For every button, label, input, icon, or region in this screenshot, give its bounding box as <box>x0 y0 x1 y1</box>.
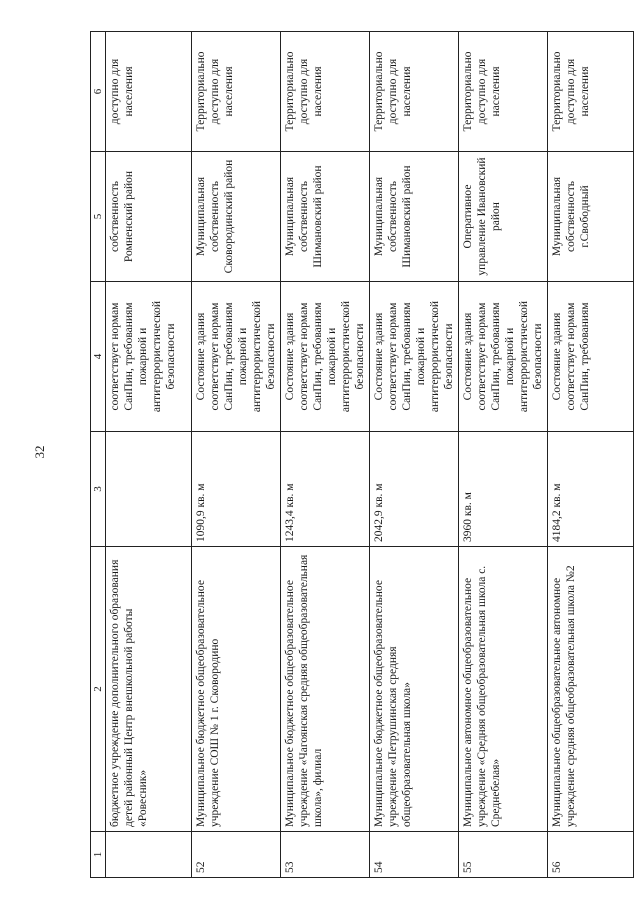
column-number: 4 <box>91 282 106 432</box>
accessibility: Территориально доступно для населения <box>281 32 370 152</box>
table-row <box>106 32 192 878</box>
table-row <box>370 32 459 878</box>
building-condition: Состояние здания соответствует нормам СанПин, требованиям <box>548 282 634 432</box>
accessibility: Территориально доступно для населения <box>370 32 459 152</box>
facilities-table <box>90 31 634 878</box>
building-condition: Состояние здания соответствует нормам СанПин, требованиям пожарной и антитеррористической безопасности <box>192 282 281 432</box>
accessibility: Территориально доступно для населения <box>459 32 548 152</box>
building-area: 2042,9 кв. м <box>370 432 459 547</box>
rotated-page <box>90 32 610 878</box>
table-row <box>459 32 548 878</box>
building-area: 1243,4 кв. м <box>281 432 370 547</box>
institution-name: Муниципальное бюджетное общеобразовательное учреждение «Чагоянская средняя общеобразовательная школа», филиал <box>281 547 370 832</box>
building-condition: Состояние здания соответствует нормам СанПин, требованиям пожарной и антитеррористической безопасности <box>459 282 548 432</box>
ownership: Муниципальная собственность г.Свободный <box>548 152 634 282</box>
column-number: 5 <box>91 152 106 282</box>
table-row <box>281 32 370 878</box>
column-number: 1 <box>91 832 106 878</box>
column-number: 3 <box>91 432 106 547</box>
institution-name: Муниципальное общеобразовательное автономное учреждение средняя общеобразовательная школа №2 <box>548 547 634 832</box>
building-area: 3960 кв. м <box>459 432 548 547</box>
column-number-row <box>91 32 106 878</box>
building-area: 1090,9 кв. м <box>192 432 281 547</box>
accessibility: Территориально доступно для населения <box>192 32 281 152</box>
ownership: Оперативное управление Ивановский район <box>459 152 548 282</box>
ownership: Муниципальная собственность Шимановский район <box>281 152 370 282</box>
institution-name: Муниципальное автономное общеобразовательное учреждение «Средняя общеобразовательная школа с. Среднебелая» <box>459 547 548 832</box>
row-number: 54 <box>370 832 459 878</box>
row-number: 52 <box>192 832 281 878</box>
institution-name: бюджетное учреждение дополнительного образования детей районный Центр внешкольной работы «Ровесник» <box>106 547 192 832</box>
column-number: 6 <box>91 32 106 152</box>
accessibility: доступно для населения <box>106 32 192 152</box>
building-condition: Состояние здания соответствует нормам СанПин, требованиям пожарной и антитеррористической безопасности <box>281 282 370 432</box>
table-row <box>192 32 281 878</box>
ownership: Муниципальная собственность Сковородинский район <box>192 152 281 282</box>
ownership: Муниципальная собственность Шимановский район <box>370 152 459 282</box>
building-condition: соответствует нормам СанПин, требованиям пожарной и антитеррористической безопасности <box>106 282 192 432</box>
ownership: собственность Ромненский район <box>106 152 192 282</box>
page-number: 32 <box>32 445 47 459</box>
table-row <box>548 32 634 878</box>
column-number: 2 <box>91 547 106 832</box>
row-number: 53 <box>281 832 370 878</box>
building-condition: Состояние здания соответствует нормам СанПин, требованиям пожарной и антитеррористической безопасности <box>370 282 459 432</box>
institution-name: Муниципальное бюджетное общеобразовательное учреждение «Петрушинская средняя общеобразовательная школа» <box>370 547 459 832</box>
building-area: 4184,2 кв. м <box>548 432 634 547</box>
institution-name: Муниципальное бюджетное общеобразовательное учреждение СОШ № 1 г. Сковородино <box>192 547 281 832</box>
accessibility: Территориально доступно для населения <box>548 32 634 152</box>
building-area <box>106 432 192 547</box>
row-number: 56 <box>548 832 634 878</box>
row-number <box>106 832 192 878</box>
row-number: 55 <box>459 832 548 878</box>
